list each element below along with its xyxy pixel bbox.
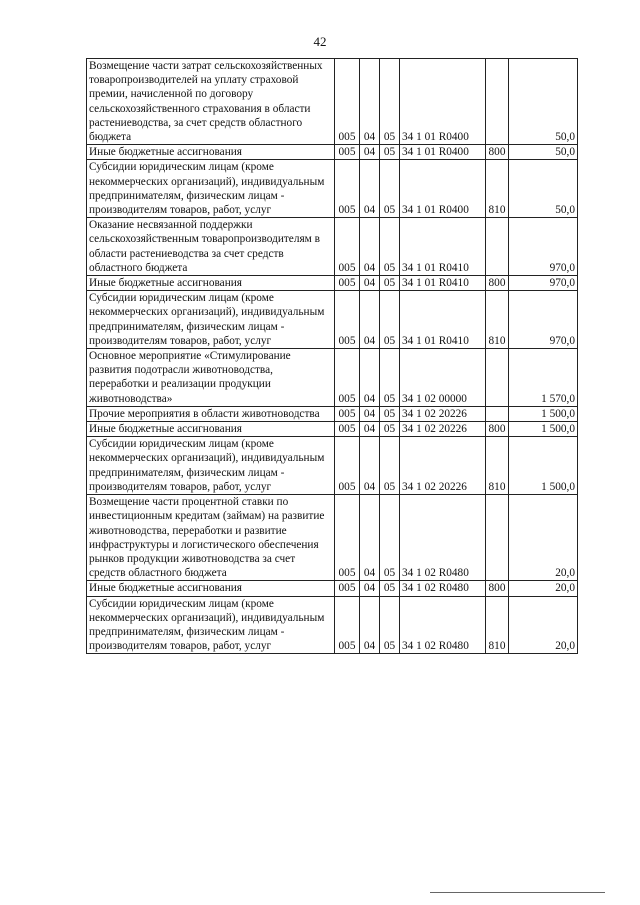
row-target-code: 34 1 02 R0480 [400, 495, 486, 581]
row-section-code: 04 [360, 218, 380, 276]
row-target-code: 34 1 01 R0400 [400, 145, 486, 160]
row-description: Субсидии юридическим лицам (кроме некоммерческих организаций), индивидуальным предпринимателям, физическим лицам - производителям товаров, работ, услуг [87, 437, 335, 495]
row-target-code: 34 1 02 R0480 [400, 581, 486, 596]
row-expense-type-code [486, 349, 509, 407]
row-section-code: 04 [360, 437, 380, 495]
row-target-code: 34 1 01 R0400 [400, 59, 486, 145]
row-ministry-code: 005 [335, 145, 360, 160]
row-subsection-code: 05 [380, 160, 400, 218]
row-description: Иные бюджетные ассигнования [87, 145, 335, 160]
row-section-code: 04 [360, 276, 380, 291]
row-expense-type-code: 810 [486, 160, 509, 218]
budget-table [86, 58, 578, 654]
table-row [87, 581, 578, 596]
row-expense-type-code [486, 495, 509, 581]
row-subsection-code: 05 [380, 145, 400, 160]
row-description: Основное мероприятие «Стимулирование развития подотрасли животноводства, переработки и реализации продукции животноводства» [87, 349, 335, 407]
row-target-code: 34 1 01 R0410 [400, 218, 486, 276]
row-amount: 20,0 [509, 495, 578, 581]
table-row [87, 406, 578, 421]
row-amount: 50,0 [509, 59, 578, 145]
row-expense-type-code [486, 59, 509, 145]
row-amount: 970,0 [509, 218, 578, 276]
row-target-code: 34 1 01 R0410 [400, 276, 486, 291]
footer-rule [430, 892, 605, 893]
row-description: Оказание несвязанной поддержки сельскохозяйственным товаропроизводителям в области растениеводства за счет средств областного бюджета [87, 218, 335, 276]
row-subsection-code: 05 [380, 581, 400, 596]
table-row [87, 495, 578, 581]
table-row [87, 291, 578, 349]
row-ministry-code: 005 [335, 581, 360, 596]
row-section-code: 04 [360, 596, 380, 654]
row-expense-type-code: 810 [486, 437, 509, 495]
row-ministry-code: 005 [335, 218, 360, 276]
row-subsection-code: 05 [380, 218, 400, 276]
row-ministry-code: 005 [335, 59, 360, 145]
row-expense-type-code: 810 [486, 291, 509, 349]
row-subsection-code: 05 [380, 59, 400, 145]
row-ministry-code: 005 [335, 349, 360, 407]
row-target-code: 34 1 02 20226 [400, 406, 486, 421]
table-row [87, 349, 578, 407]
row-amount: 1 570,0 [509, 349, 578, 407]
row-section-code: 04 [360, 59, 380, 145]
row-target-code: 34 1 01 R0410 [400, 291, 486, 349]
row-description: Субсидии юридическим лицам (кроме некоммерческих организаций), индивидуальным предпринимателям, физическим лицам - производителям товаров, работ, услуг [87, 596, 335, 654]
row-subsection-code: 05 [380, 349, 400, 407]
table-row [87, 596, 578, 654]
row-subsection-code: 05 [380, 437, 400, 495]
table-row [87, 145, 578, 160]
row-target-code: 34 1 02 20226 [400, 422, 486, 437]
row-amount: 1 500,0 [509, 437, 578, 495]
row-description: Возмещение части затрат сельскохозяйственных товаропроизводителей на уплату страховой премии, начисленной по договору сельскохозяйственного страхования в области растениеводства, за счет средств областного бюджета [87, 59, 335, 145]
row-section-code: 04 [360, 495, 380, 581]
row-description: Иные бюджетные ассигнования [87, 581, 335, 596]
row-description: Возмещение части процентной ставки по инвестиционным кредитам (займам) на развитие животноводства, переработки и развитие инфраструктуры и логистического обеспечения рынков продукции животноводства за счет средств областного бюджета [87, 495, 335, 581]
row-ministry-code: 005 [335, 596, 360, 654]
row-amount: 20,0 [509, 596, 578, 654]
row-subsection-code: 05 [380, 422, 400, 437]
table-row [87, 160, 578, 218]
row-expense-type-code: 800 [486, 422, 509, 437]
row-amount: 20,0 [509, 581, 578, 596]
row-expense-type-code: 810 [486, 596, 509, 654]
row-amount: 970,0 [509, 276, 578, 291]
row-section-code: 04 [360, 406, 380, 421]
row-section-code: 04 [360, 145, 380, 160]
row-expense-type-code: 800 [486, 581, 509, 596]
row-subsection-code: 05 [380, 596, 400, 654]
row-expense-type-code: 800 [486, 145, 509, 160]
table-row [87, 218, 578, 276]
row-ministry-code: 005 [335, 422, 360, 437]
row-amount: 1 500,0 [509, 422, 578, 437]
row-section-code: 04 [360, 160, 380, 218]
table-body [87, 59, 578, 654]
row-subsection-code: 05 [380, 406, 400, 421]
row-subsection-code: 05 [380, 495, 400, 581]
row-ministry-code: 005 [335, 276, 360, 291]
row-description: Субсидии юридическим лицам (кроме некоммерческих организаций), индивидуальным предпринимателям, физическим лицам - производителям товаров, работ, услуг [87, 291, 335, 349]
row-target-code: 34 1 02 00000 [400, 349, 486, 407]
row-section-code: 04 [360, 581, 380, 596]
page-number: 42 [313, 34, 327, 49]
row-ministry-code: 005 [335, 406, 360, 421]
row-section-code: 04 [360, 349, 380, 407]
row-ministry-code: 005 [335, 437, 360, 495]
row-amount: 50,0 [509, 160, 578, 218]
row-ministry-code: 005 [335, 495, 360, 581]
row-description: Субсидии юридическим лицам (кроме некоммерческих организаций), индивидуальным предпринимателям, физическим лицам - производителям товаров, работ, услуг [87, 160, 335, 218]
row-target-code: 34 1 01 R0400 [400, 160, 486, 218]
row-amount: 1 500,0 [509, 406, 578, 421]
row-section-code: 04 [360, 291, 380, 349]
table-row [87, 422, 578, 437]
row-target-code: 34 1 02 20226 [400, 437, 486, 495]
row-ministry-code: 005 [335, 291, 360, 349]
row-expense-type-code [486, 406, 509, 421]
row-amount: 50,0 [509, 145, 578, 160]
row-description: Прочие мероприятия в области животноводства [87, 406, 335, 421]
row-subsection-code: 05 [380, 276, 400, 291]
row-expense-type-code: 800 [486, 276, 509, 291]
row-expense-type-code [486, 218, 509, 276]
row-target-code: 34 1 02 R0480 [400, 596, 486, 654]
row-ministry-code: 005 [335, 160, 360, 218]
row-subsection-code: 05 [380, 291, 400, 349]
row-description: Иные бюджетные ассигнования [87, 276, 335, 291]
table-row [87, 276, 578, 291]
table-row [87, 59, 578, 145]
table-row [87, 437, 578, 495]
row-amount: 970,0 [509, 291, 578, 349]
row-section-code: 04 [360, 422, 380, 437]
row-description: Иные бюджетные ассигнования [87, 422, 335, 437]
